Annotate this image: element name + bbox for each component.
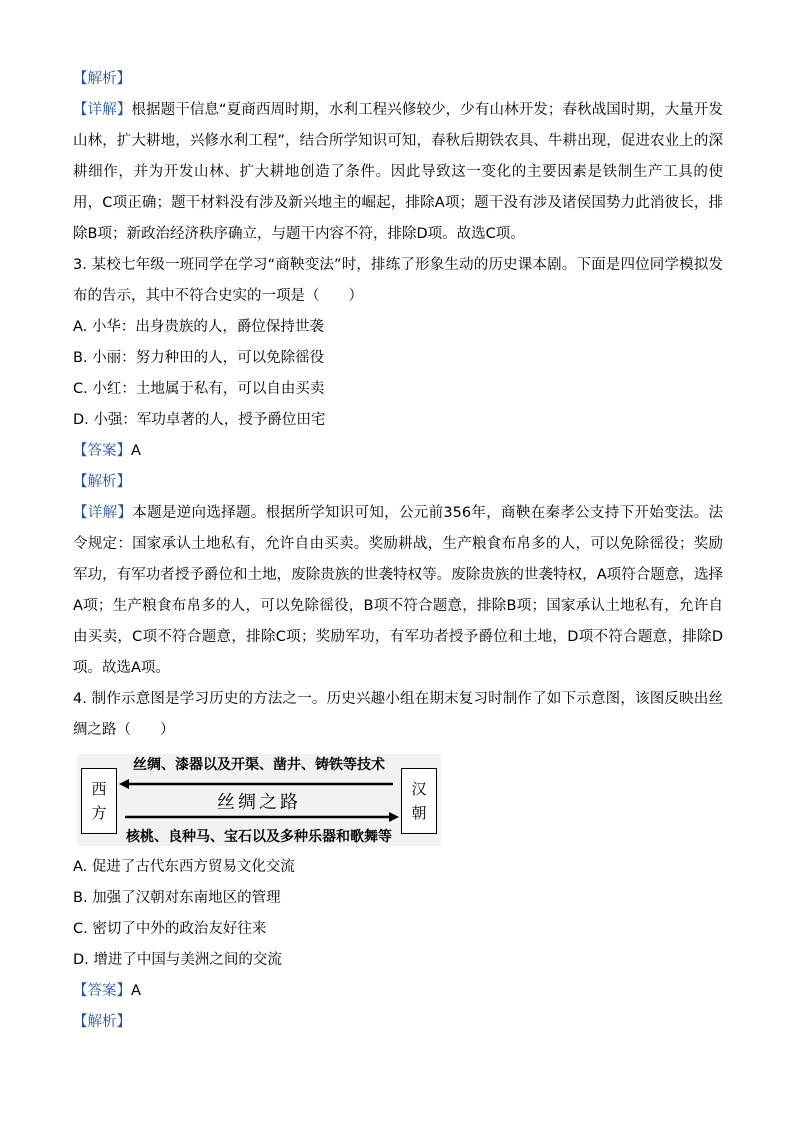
left-box-char: 方 xyxy=(91,804,107,822)
silk-road-diagram xyxy=(77,754,441,846)
answer-value: A xyxy=(131,983,141,999)
left-box-char: 西 xyxy=(91,780,107,798)
q3-answer xyxy=(73,436,723,467)
analysis-heading: 【解析】 xyxy=(73,71,131,87)
q4-option-a: A. 促进了古代东西方贸易文化交流 xyxy=(73,859,295,875)
q3-stem: 3. 某校七年级一班同学在学习“商鞅变法”时，排练了形象生动的历史课本剧。下面是四位同学模拟发布的告示，其中不符合史实的一项是（ ） xyxy=(73,257,723,304)
diagram-bottom-text: 核桃、良种马、宝石以及多种乐器和歌舞等 xyxy=(126,829,392,845)
answer-tag: 【答案】 xyxy=(73,443,131,459)
answer-tag: 【答案】 xyxy=(73,983,131,999)
diagram-center-text: 丝绸之路 xyxy=(217,792,301,813)
q4-answer xyxy=(73,976,723,1007)
document-page xyxy=(73,64,723,1038)
q3-option-b: B. 小丽：努力种田的人，可以免除徭役 xyxy=(73,350,325,366)
analysis-heading: 【解析】 xyxy=(73,474,131,490)
q4-stem: 4. 制作示意图是学习历史的方法之一。历史兴趣小组在期末复习时制作了如下示意图，该图反映出丝绸之路（ ） xyxy=(73,691,723,738)
q4-option-c: C. 密切了中外的政治友好往来 xyxy=(73,921,267,937)
q3-option-c: C. 小红：土地属于私有，可以自由买卖 xyxy=(73,381,325,397)
analysis-heading: 【解析】 xyxy=(73,1014,131,1030)
q4-option-d: D. 增进了中国与美洲之间的交流 xyxy=(73,952,282,968)
answer-value: A xyxy=(131,443,141,459)
q4-option-b: B. 加强了汉朝对东南地区的管理 xyxy=(73,890,281,906)
detail-tag: 【详解】 xyxy=(73,102,132,118)
detail-tag: 【详解】 xyxy=(73,505,133,521)
diagram-top-text: 丝绸、漆器以及开渠、凿井、铸铁等技术 xyxy=(133,757,385,773)
q3-option-d: D. 小强：军功卓著的人，授予爵位田宅 xyxy=(73,412,326,428)
detail-text: 根据题干信息“夏商西周时期，水利工程兴修较少，少有山林开发；春秋战国时期，大量开发山林，扩大耕地，兴修水利工程”，结合所学知识可知，春秋后期铁农具、牛耕出现，促进农业上的深耕细作，并为开发山林、扩大耕地创造了条件。因此导致这一变化的主要因素是铁制生产工具的使用，C项正确；题干材料没有涉及新兴地主的崛起，排除A项；题干没有涉及诸侯国势力此消彼长，排除B项；新政治经济秩序确立，与题干内容不符，排除D项。故选C项。 xyxy=(73,102,724,242)
q2-detail xyxy=(73,95,723,250)
q3-option-a: A. 小华：出身贵族的人，爵位保持世袭 xyxy=(73,319,324,335)
right-box-char: 朝 xyxy=(411,804,427,822)
q3-detail xyxy=(73,498,723,684)
right-box-char: 汉 xyxy=(411,780,427,798)
detail-text: 本题是逆向选择题。根据所学知识可知，公元前356年，商鞅在秦孝公支持下开始变法。法令规定：国家承认土地私有，允许自由买卖。奖励耕战，生产粮食布帛多的人，可以免除徭役；奖励军功，有军功者授予爵位和土地，废除贵族的世袭特权等。废除贵族的世袭特权，A项符合题意，选择A项；生产粮食布帛多的人，可以免除徭役，B项不符合题意，排除B项；国家承认土地私有，允许自由买卖，C项不符合题意，排除C项；奖励军功，有军功者授予爵位和土地，D项不符合题意，排除D项。故选A项。 xyxy=(73,505,723,676)
